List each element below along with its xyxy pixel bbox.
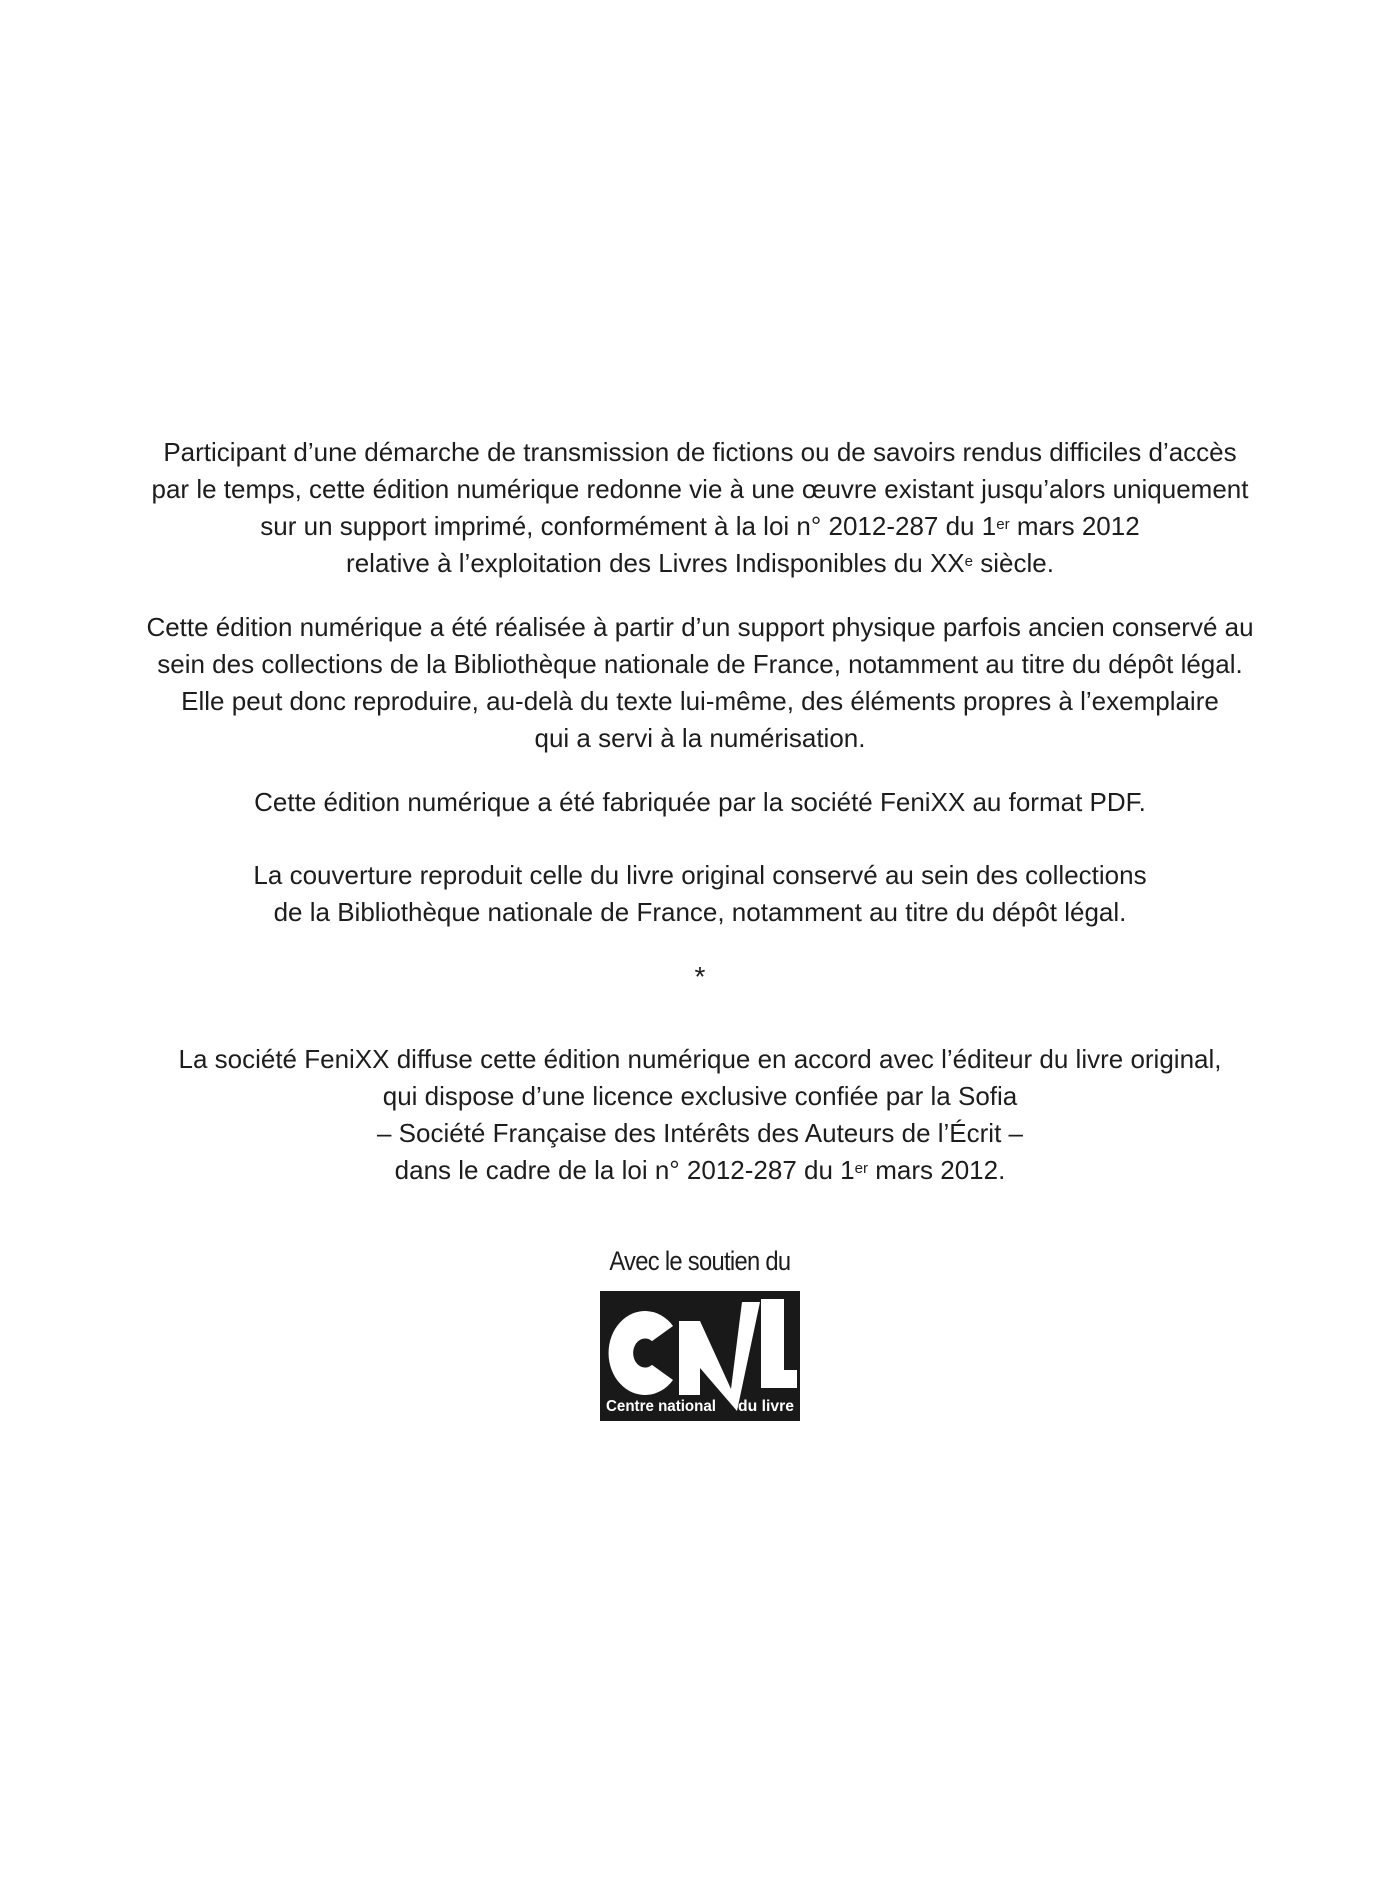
text-segment: La société FeniXX diffuse cette édition numérique en accord avec l’éditeur du livre original, bbox=[178, 1044, 1222, 1074]
cnl-tagline-text: Avec le soutien du bbox=[609, 1246, 791, 1276]
text-segment: qui a servi à la numérisation. bbox=[534, 723, 866, 753]
text-line bbox=[0, 646, 1400, 683]
text-segment: La couverture reproduit celle du livre original conservé au sein des collections bbox=[253, 860, 1147, 890]
paragraph-cover-notice bbox=[0, 848, 1400, 931]
paragraph-distribution bbox=[0, 1041, 1400, 1189]
text-line bbox=[0, 609, 1400, 646]
text-segment: de la Bibliothèque nationale de France, notamment au titre du dépôt légal. bbox=[273, 897, 1127, 927]
text-line bbox=[0, 471, 1400, 508]
text-line bbox=[0, 894, 1400, 931]
text-segment: relative à l’exploitation des Livres Indisponibles du XX bbox=[346, 548, 965, 578]
text-segment: * bbox=[694, 961, 706, 992]
text-segment: mars 2012. bbox=[868, 1155, 1006, 1185]
text-line bbox=[0, 1078, 1400, 1115]
cnl-logo-lockup bbox=[0, 1246, 1400, 1421]
paragraph-bnf-source bbox=[0, 609, 1400, 757]
superscript-text: e bbox=[964, 552, 974, 570]
text-segment: qui dispose d’une licence exclusive confiée par la Sofia bbox=[382, 1081, 1018, 1111]
text-segment: mars 2012 bbox=[1009, 511, 1140, 541]
text-segment: par le temps, cette édition numérique redonne vie à une œuvre existant jusqu’alors uniquement bbox=[151, 474, 1249, 504]
text-segment: sur un support imprimé, conformément à la loi n° 2012-287 du 1 bbox=[260, 511, 997, 541]
text-segment: Elle peut donc reproduire, au-delà du texte lui-même, des éléments propres à l’exemplaire bbox=[181, 686, 1219, 716]
text-line bbox=[0, 720, 1400, 757]
text-line bbox=[0, 1041, 1400, 1078]
text-line bbox=[0, 1115, 1400, 1152]
text-segment: Participant d’une démarche de transmission de fictions ou de savoirs rendus difficiles d’accès bbox=[163, 437, 1237, 467]
superscript-text: er bbox=[854, 1159, 869, 1177]
cnl-caption-left: Centre national bbox=[606, 1398, 716, 1415]
cnl-caption-right: du livre bbox=[738, 1398, 795, 1415]
text-segment: Cette édition numérique a été fabriquée par la société FeniXX au format PDF. bbox=[254, 787, 1146, 817]
text-segment: siècle. bbox=[973, 548, 1054, 578]
text-line bbox=[0, 434, 1400, 471]
text-line bbox=[0, 958, 1400, 995]
text-line bbox=[0, 508, 1400, 545]
text-line bbox=[0, 1152, 1400, 1189]
text-line bbox=[0, 545, 1400, 582]
text-segment: sein des collections de la Bibliothèque nationale de France, notamment au titre du dépôt légal. bbox=[157, 649, 1243, 679]
text-segment: dans le cadre de la loi n° 2012-287 du 1 bbox=[394, 1155, 855, 1185]
text-line bbox=[0, 857, 1400, 894]
separator-star bbox=[0, 958, 1400, 995]
text-segment: – Société Française des Intérêts des Auteurs de l’Écrit – bbox=[376, 1118, 1023, 1148]
cnl-tagline bbox=[597, 1246, 803, 1281]
cnl-logo bbox=[600, 1291, 800, 1421]
text-line bbox=[0, 683, 1400, 720]
paragraph-fenixx-production bbox=[0, 784, 1400, 821]
text-line bbox=[0, 784, 1400, 821]
superscript-text: er bbox=[996, 515, 1010, 533]
paragraph-law-notice bbox=[0, 434, 1400, 582]
text-segment: Cette édition numérique a été réalisée à partir d’un support physique parfois ancien conservé au bbox=[146, 612, 1254, 642]
